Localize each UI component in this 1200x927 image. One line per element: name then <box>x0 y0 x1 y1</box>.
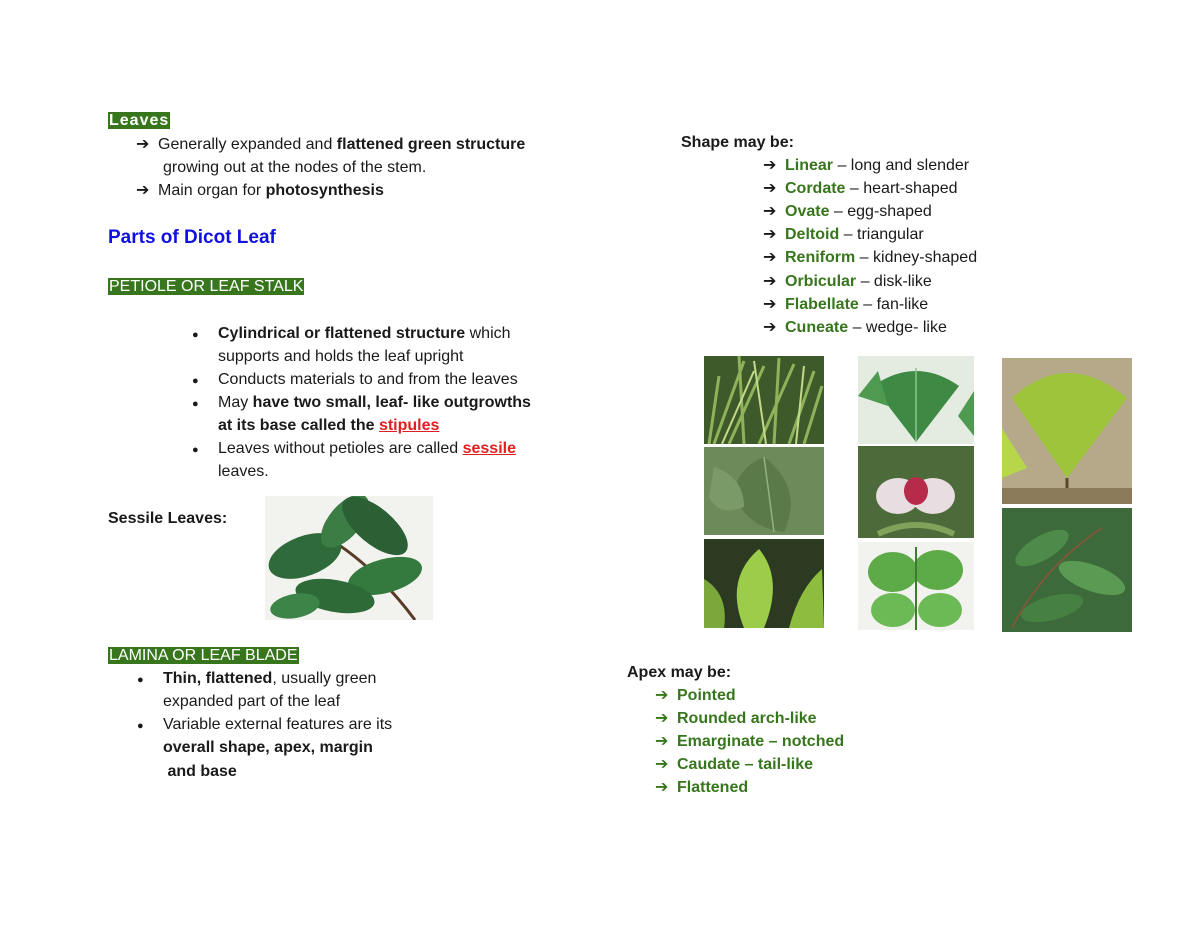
shape-heading: Shape may be: <box>681 134 794 151</box>
apex-item <box>655 776 748 799</box>
sessile-link[interactable]: sessile <box>462 440 516 457</box>
arrow-icon: ➔ <box>763 203 777 221</box>
arrow-icon: ➔ <box>655 733 669 751</box>
bullet-icon: ● <box>192 398 199 410</box>
leaves-bullet-2: ➔ Main organ for photosynthesis <box>136 179 384 202</box>
apex-name: Flattened <box>677 779 749 797</box>
lamina-item-1-cont: expanded part of the leaf <box>163 693 341 710</box>
apex-name: Caudate – tail-like <box>677 756 814 774</box>
shape-name: Cordate <box>785 180 846 198</box>
apex-item <box>655 684 736 707</box>
parts-title: Parts of Dicot Leaf <box>108 227 276 248</box>
bullet-icon: ● <box>192 329 199 341</box>
lamina-heading: LAMINA OR LEAF BLADE <box>109 647 298 664</box>
lamina-item-2-cont-2: and base <box>163 763 237 780</box>
shape-name: Orbicular <box>785 272 857 290</box>
arrow-icon: ➔ <box>763 295 777 313</box>
cuneate-leaf-image <box>1002 508 1132 632</box>
nettle-leaf-image <box>704 447 824 535</box>
leaves-heading: Leaves <box>109 112 170 129</box>
shape-desc: – fan-like <box>858 295 929 313</box>
apex-name: Rounded arch-like <box>677 710 817 728</box>
shape-item <box>763 223 924 246</box>
arrow-icon: ➔ <box>763 157 777 174</box>
shape-name: Linear <box>785 157 834 174</box>
shape-desc: – wedge- like <box>848 318 947 336</box>
arrow-icon: ➔ <box>763 272 777 290</box>
shape-desc: – triangular <box>839 226 924 244</box>
lamina-item-2: ● Variable external features are its <box>137 713 392 738</box>
shape-desc: – kidney-shaped <box>855 249 978 267</box>
shape-name: Cuneate <box>785 318 849 336</box>
shape-item <box>763 316 947 339</box>
apex-item <box>655 707 817 730</box>
serrate-leaf-image <box>704 539 824 628</box>
flower-image <box>858 446 974 538</box>
petiole-heading: PETIOLE OR LEAF STALK <box>109 278 304 295</box>
arrow-icon: ➔ <box>136 182 150 199</box>
shape-name: Deltoid <box>785 226 840 244</box>
petiole-item-3-cont: at its base called the stipules <box>218 417 440 434</box>
bullet-icon: ● <box>137 720 144 732</box>
petiole-item-3: ● May have two small, leaf- like outgrowths <box>192 391 531 416</box>
sessile-label: Sessile Leaves: <box>108 510 228 527</box>
flabellate-leaf-image <box>1002 358 1132 504</box>
shape-desc: – long and slender <box>833 157 970 174</box>
shape-item <box>763 200 932 223</box>
petiole-item-2: ● Conducts materials to and from the leaves <box>192 368 518 393</box>
petiole-item-1-cont: supports and holds the leaf upright <box>218 348 464 365</box>
apex-name: Emarginate – notched <box>677 733 845 751</box>
petiole-item-1: ● Cylindrical or flattened structure which <box>192 322 511 347</box>
shape-desc: – egg-shaped <box>829 203 932 221</box>
shape-item <box>763 154 969 177</box>
apex-heading: Apex may be: <box>627 664 732 681</box>
apex-item <box>655 753 813 776</box>
leaves-bullet-1-cont: growing out at the nodes of the stem. <box>163 159 427 176</box>
arrow-icon: ➔ <box>655 710 669 728</box>
stipules-link[interactable]: stipules <box>378 417 440 434</box>
reniform-leaf-image <box>858 542 974 630</box>
shape-item <box>763 177 958 200</box>
arrow-icon: ➔ <box>136 136 150 153</box>
shape-name: Ovate <box>785 203 830 221</box>
apex-name: Pointed <box>677 687 736 704</box>
shape-desc: – heart-shaped <box>845 180 958 198</box>
shape-item <box>763 270 932 293</box>
sessile-leaves-image <box>265 496 433 620</box>
petiole-item-4: ● Leaves without petioles are called sessile <box>192 437 516 462</box>
arrow-icon: ➔ <box>763 249 777 267</box>
lamina-item-2-cont-1: overall shape, apex, margin <box>163 739 373 756</box>
arrow-icon: ➔ <box>655 687 669 704</box>
shape-desc: – disk-like <box>856 272 932 290</box>
shape-name: Reniform <box>785 249 856 267</box>
lamina-item-1: ● Thin, flattened, usually green <box>137 667 376 692</box>
arrow-icon: ➔ <box>655 756 669 774</box>
bullet-icon: ● <box>192 444 199 456</box>
bullet-icon: ● <box>192 375 199 387</box>
arrow-icon: ➔ <box>763 226 777 244</box>
arrow-icon: ➔ <box>763 180 777 198</box>
shape-item <box>763 293 928 316</box>
arrow-icon: ➔ <box>655 779 669 797</box>
deltoid-leaf-image <box>858 356 974 444</box>
arrow-icon: ➔ <box>763 318 777 336</box>
apex-item <box>655 730 844 753</box>
leaves-bullet-1: ➔ Generally expanded and flattened green structure <box>136 133 525 156</box>
linear-leaf-image <box>704 356 824 444</box>
petiole-item-4-cont: leaves. <box>218 463 269 480</box>
bullet-icon: ● <box>137 674 144 686</box>
shape-name: Flabellate <box>785 295 859 313</box>
shape-item <box>763 246 977 269</box>
